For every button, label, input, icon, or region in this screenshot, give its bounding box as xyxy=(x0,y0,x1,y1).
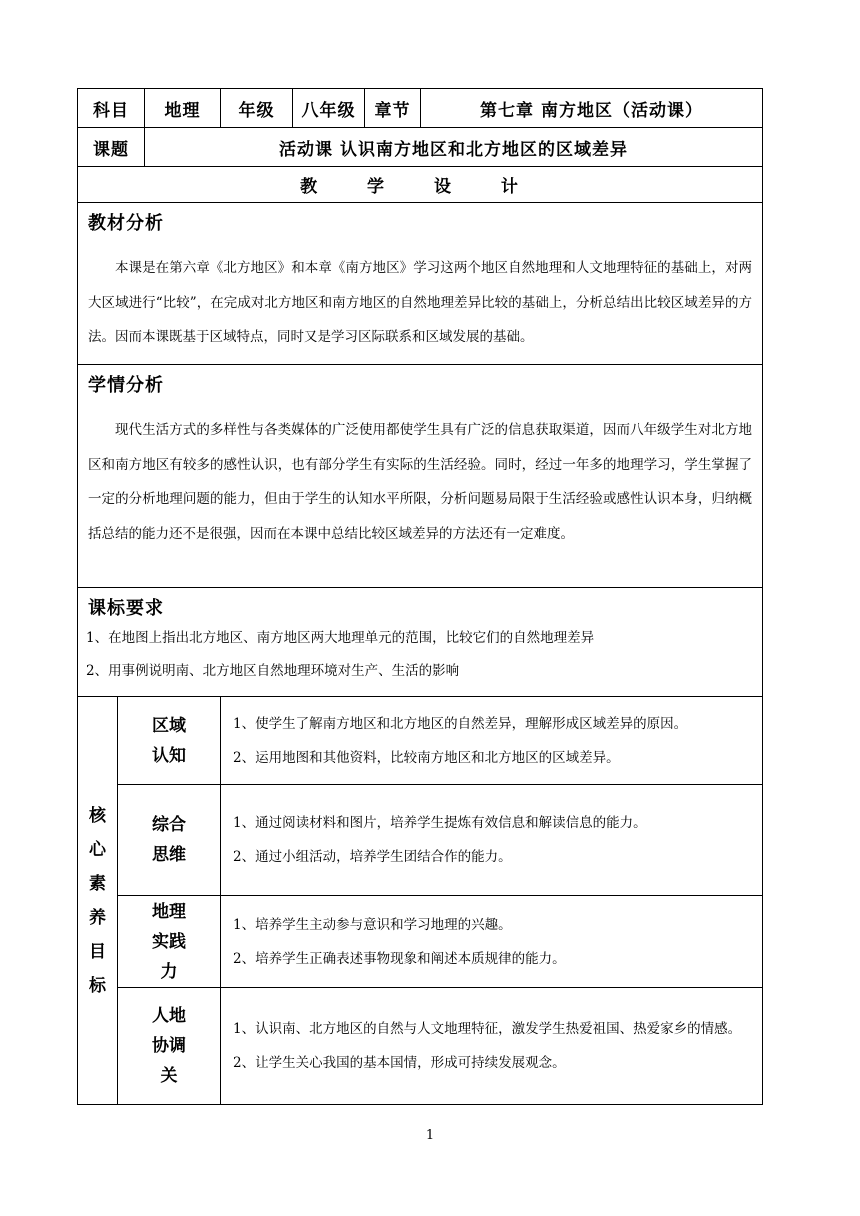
objective-item: 1、使学生了解南方地区和北方地区的自然差异，理解形成区域差异的原因。 xyxy=(233,715,688,732)
grade-label: 年级 xyxy=(221,89,293,128)
human-land-content xyxy=(221,988,763,1105)
chapter-value: 第七章 南方地区（活动课） xyxy=(421,89,763,128)
objective-item: 2、通过小组活动，培养学生团结合作的能力。 xyxy=(233,849,512,865)
regional-cognition-label: 区域认知 xyxy=(118,697,221,785)
lesson-plan-table xyxy=(77,88,763,1105)
comprehensive-thinking-row xyxy=(78,785,763,896)
chapter-label: 章节 xyxy=(365,89,421,128)
page-number: 1 xyxy=(425,1128,435,1143)
material-analysis-row xyxy=(78,203,763,365)
topic-value: 活动课 认识南方地区和北方地区的区域差异 xyxy=(145,128,763,167)
student-analysis-row xyxy=(78,365,763,588)
objective-item: 2、运用地图和其他资料，比较南方地区和北方地区的区域差异。 xyxy=(233,749,620,766)
curriculum-section xyxy=(78,588,763,697)
objective-item: 2、培养学生正确表述事物现象和阐述本质规律的能力。 xyxy=(233,950,566,967)
curriculum-item: 2、用事例说明南、北方地区自然地理环境对生产、生活的影响 xyxy=(86,663,460,679)
objective-item: 2、让学生关心我国的基本国情，形成可持续发展观念。 xyxy=(233,1055,566,1071)
design-heading: 教 学 设 计 xyxy=(78,167,763,203)
human-land-label: 人地协调关 xyxy=(118,988,221,1105)
curriculum-item: 1、在地图上指出北方地区、南方地区两大地理单元的范围，比较它们的自然地理差异 xyxy=(86,630,595,646)
geographic-practice-row xyxy=(78,896,763,988)
core-literacy-label: 核心素养目标 xyxy=(78,697,118,1105)
student-analysis-title: 学情分析 xyxy=(88,375,164,396)
header-row xyxy=(78,89,763,128)
student-analysis-section xyxy=(78,365,763,588)
material-analysis-text: 本课是在第六章《北方地区》和本章《南方地区》学习这两个地区自然地理和人文地理特征的基础上，对两大区域进行“比较”，在完成对北方地区和南方地区的自然地理差异比较的基础上，分析总结出比较区域差异的方法。因而本课既基于区域特点，同时又是学习区际联系和区域发展的基础。 xyxy=(88,260,752,345)
student-analysis-text: 现代生活方式的多样性与各类媒体的广泛使用都使学生具有广泛的信息获取渠道，因而八年级学生对北方地区和南方地区有较多的感性认识，也有部分学生有实际的生活经验。同时，经过一年多的地理学习，学生掌握了一定的分析地理问题的能力，但由于学生的认知水平所限，分析问题易局限于生活经验或感性认识本身，归纳概括总结的能力还不是很强，因而在本课中总结比较区域差异的方法还有一定难度。 xyxy=(88,422,752,542)
geographic-practice-label: 地理实践力 xyxy=(118,896,221,988)
geographic-practice-content xyxy=(221,896,763,988)
objective-item: 1、认识南、北方地区的自然与人文地理特征，激发学生热爱祖国、热爱家乡的情感。 xyxy=(233,1021,742,1037)
topic-label: 课题 xyxy=(78,128,145,167)
comprehensive-thinking-label: 综合思维 xyxy=(118,785,221,896)
comprehensive-thinking-content xyxy=(221,785,763,896)
material-analysis-title: 教材分析 xyxy=(88,213,164,234)
objective-item: 1、通过阅读材料和图片，培养学生提炼有效信息和解读信息的能力。 xyxy=(233,815,647,831)
regional-cognition-content xyxy=(221,697,763,785)
human-land-row xyxy=(78,988,763,1105)
grade-value: 八年级 xyxy=(293,89,365,128)
curriculum-row xyxy=(78,588,763,697)
core-literacy-row xyxy=(78,697,763,785)
curriculum-title: 课标要求 xyxy=(88,598,164,619)
objective-item: 1、培养学生主动参与意识和学习地理的兴趣。 xyxy=(233,916,512,933)
design-row xyxy=(78,167,763,203)
subject-label: 科目 xyxy=(78,89,145,128)
subject-value: 地理 xyxy=(145,89,221,128)
material-analysis-section xyxy=(78,203,763,365)
topic-row xyxy=(78,128,763,167)
